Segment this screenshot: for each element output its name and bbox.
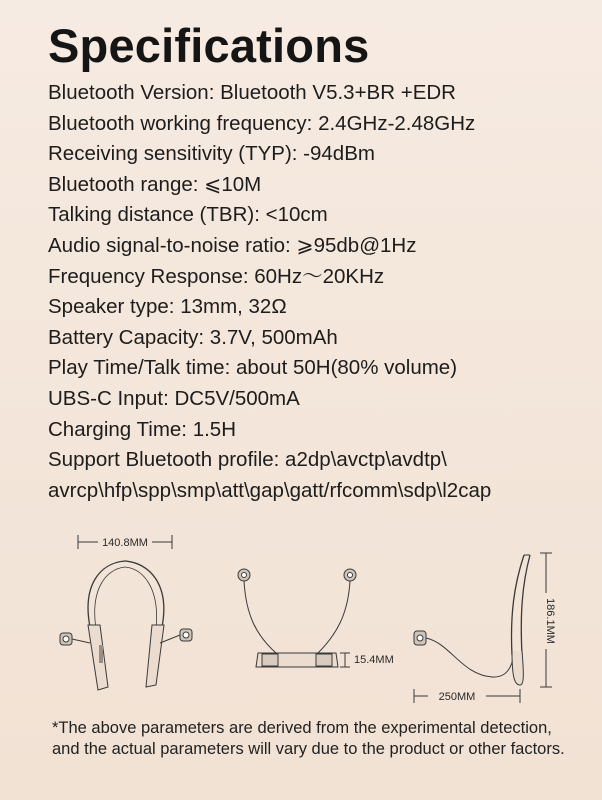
spec-battery-capacity: Battery Capacity: 3.7V, 500mAh <box>48 325 338 349</box>
side-view-drawing <box>414 553 552 703</box>
thickness-dimension-label: 15.4MM <box>354 654 394 666</box>
depth-dimension-label: 250MM <box>438 691 476 703</box>
spec-list <box>48 78 588 506</box>
back-view-drawing <box>238 569 356 667</box>
dimension-drawings-svg <box>0 525 602 715</box>
dimension-drawings <box>0 525 602 715</box>
spec-usb-input: UBS-C Input: DC5V/500mA <box>48 386 300 410</box>
width-dimension-label: 140.8MM <box>102 537 148 549</box>
page-title: Specifications <box>48 19 370 72</box>
spec-charging-time: Charging Time: 1.5H <box>48 417 237 441</box>
spec-bluetooth-version: Bluetooth Version: Bluetooth V5.3+BR +EDR <box>48 81 456 104</box>
spec-bluetooth-profile: Support Bluetooth profile: a2dp\avctp\avdtp\ <box>48 448 447 472</box>
front-view-drawing <box>60 535 192 690</box>
spec-signal-to-noise: Audio signal-to-noise ratio: ⩾95db@1Hz <box>48 233 417 257</box>
left-earbud-icon <box>60 633 90 645</box>
spec-frequency-response: Frequency Response: 60Hz～20KHz <box>48 264 385 288</box>
disclaimer-note: *The above parameters are derived from the experimental detection, and the actual parameters will vary due to the product or other factors. <box>52 719 565 758</box>
spec-bluetooth-range: Bluetooth range: ⩽10M <box>48 172 262 196</box>
spec-talking-distance: Talking distance (TBR): <10cm <box>48 203 328 227</box>
spec-play-time: Play Time/Talk time: about 50H(80% volume) <box>48 356 458 380</box>
spec-bluetooth-frequency: Bluetooth working frequency: 2.4GHz-2.48GHz <box>48 111 476 135</box>
spec-receiving-sensitivity: Receiving sensitivity (TYP): -94dBm <box>48 142 375 166</box>
spec-bluetooth-profile-continued: avrcp\hfp\spp\smp\att\gap\gatt/rfcomm\sdp\l2cap <box>48 478 492 502</box>
spec-speaker-type: Speaker type: 13mm, 32Ω <box>48 295 287 319</box>
right-earbud-icon <box>160 629 192 643</box>
height-dimension-label: 186.1MM <box>544 598 556 644</box>
